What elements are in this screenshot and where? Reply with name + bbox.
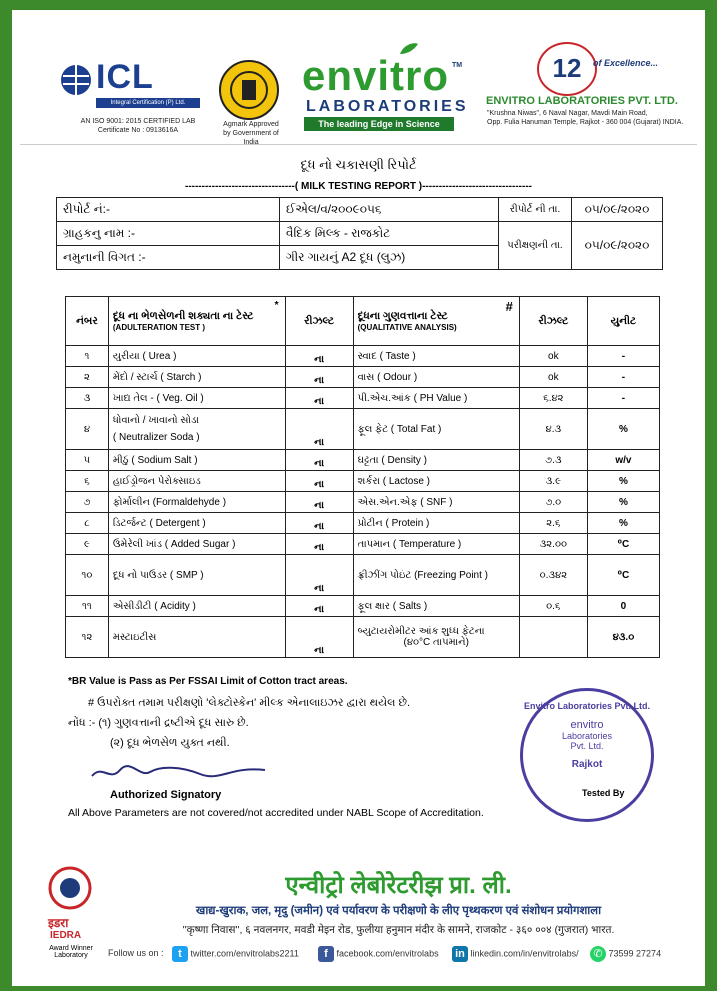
quality-result: ૩૨.૦૦ xyxy=(519,534,587,555)
award-line: Award Winner xyxy=(49,945,93,952)
quality-test-name: ઘટ્ટતા ( Density ) xyxy=(357,454,427,466)
footer-services: खाद्य-खुराक, जल, मृदु (जमीन) एवं पर्यावरण के परीक्षणो के लीए पृथ्थकरण एवं संशोधन प्रयोगशाला xyxy=(195,905,602,917)
quality-test-name: વાસ ( Odour ) xyxy=(357,371,418,383)
adulteration-test xyxy=(108,492,285,513)
adulteration-test-name: યુરીયા ( Urea ) xyxy=(112,350,177,362)
quality-result: ૩.૯ xyxy=(519,471,587,492)
test-results-table xyxy=(65,296,660,658)
facebook-url: facebook.com/envitrolabs xyxy=(336,948,439,959)
quality-header-english: (QUALITATIVE ANALYSIS) xyxy=(357,323,457,332)
adulteration-test xyxy=(108,388,285,409)
adulteration-result: ના xyxy=(285,513,353,534)
adulteration-test-name-en: ( Neutralizer Soda ) xyxy=(112,432,200,443)
stamp-center-1: envitro xyxy=(570,719,604,731)
whatsapp-link[interactable] xyxy=(590,946,661,962)
quality-header-gujarati: દૂધના ગુણવત્તાના ટેસ્ટ xyxy=(357,310,448,322)
envitro-tm: TM xyxy=(452,62,463,69)
quality-test xyxy=(353,513,519,534)
company-address-line1: "Krushna Niwas", 6 Naval Nagar, Mavdi Main Road, xyxy=(487,110,648,117)
quality-test-name: એસ.એન.એફ ( SNF ) xyxy=(357,496,453,508)
unit: % xyxy=(587,492,659,513)
table-row xyxy=(66,471,660,492)
table-row xyxy=(66,555,660,596)
linkedin-url: linkedin.com/in/envitrolabs/ xyxy=(470,948,579,959)
unit: - xyxy=(587,388,659,409)
quality-test xyxy=(353,555,519,596)
row-no: ૩ xyxy=(66,388,109,409)
table-row xyxy=(66,617,660,658)
whatsapp-number: 73599 27274 xyxy=(608,948,662,959)
company-name: ENVITRO LABORATORIES PVT. LTD. xyxy=(486,95,678,107)
col-header-no: નંબર xyxy=(66,297,109,346)
row-no: ૭ xyxy=(66,492,109,513)
customer-label: ગ્રાહકનુ નામ :- xyxy=(57,222,280,246)
adulteration-header-english: (ADULTERATION TEST ) xyxy=(112,323,206,332)
stamp-center-2: Laboratories xyxy=(561,731,613,741)
icl-logo xyxy=(60,64,92,101)
nabl-disclaimer: All Above Parameters are not covered/not accredited under NABL Scope of Accreditation. xyxy=(68,807,484,819)
envitro-wordmark: envitro xyxy=(302,52,450,99)
quality-test xyxy=(353,596,519,617)
icl-cert-line2: Certificate No : 0913616A xyxy=(97,127,179,134)
row-no: ૧૦ xyxy=(66,555,109,596)
twitter-link[interactable] xyxy=(172,946,299,962)
icl-wordmark: ICL xyxy=(96,58,154,96)
quality-test-name: પી.એચ.આંક ( PH Value ) xyxy=(357,392,468,404)
quality-result xyxy=(519,617,587,658)
quality-result: ૦.૬ xyxy=(519,596,587,617)
adulteration-test-name: ડિટર્જન્ટ ( Detergent ) xyxy=(112,517,206,529)
quality-test-name: ફૂલ ફેટ ( Total Fat ) xyxy=(357,423,442,435)
twitter-url: twitter.com/envitrolabs2211 xyxy=(190,948,299,959)
report-no: ઈએલ/વ/૨૦૦૯૦૫૬ xyxy=(280,198,499,222)
quality-result: ૨.૬ xyxy=(519,513,587,534)
adulteration-test-name: ફોર્માલીન (Formaldehyde ) xyxy=(112,496,227,508)
table-row xyxy=(66,367,660,388)
table-row xyxy=(66,492,660,513)
sample-detail: ગીર ગાયનું A2 દૂધ (લુઝ) xyxy=(280,246,499,270)
adulteration-test-name: દૂધ નો પાઉડર ( SMP ) xyxy=(112,569,204,581)
quality-result: ૦.૩૪૨ xyxy=(519,555,587,596)
quality-test xyxy=(353,388,519,409)
excellence-badge-icon xyxy=(537,42,597,96)
icl-globe-icon xyxy=(60,64,92,96)
adulteration-test-name: ઉમેરેલી ખાંડ ( Added Sugar ) xyxy=(112,538,236,550)
table-row xyxy=(66,513,660,534)
agmark-seal-icon xyxy=(219,60,279,120)
adulteration-test xyxy=(108,513,285,534)
adulteration-test xyxy=(108,596,285,617)
quality-test-name: ફ્રીઝીંગ પોઇંટ (Freezing Point ) xyxy=(357,569,488,581)
table-row xyxy=(66,596,660,617)
quality-result: ૭.૦ xyxy=(519,492,587,513)
customer-name: વૈદિક મિલ્ક - રાજકોટ xyxy=(280,222,499,246)
adulteration-star: * xyxy=(274,299,279,311)
signature xyxy=(90,760,270,789)
adulteration-result: ના xyxy=(285,409,353,450)
table-row xyxy=(66,409,660,450)
report-date-label: રીપોર્ટ ની તા. xyxy=(499,198,572,222)
adulteration-result: ના xyxy=(285,617,353,658)
quality-result: ok xyxy=(519,346,587,367)
adulteration-result: ના xyxy=(285,534,353,555)
footer-address: ''कृष्णा निवास'', ६ नवलनगर, मवडी मेइन रोड, फुलीया हनुमान मंदीर के सामने, राजकोट - ३६० ००४ (गुजरात) भारत. xyxy=(182,924,615,936)
quality-test xyxy=(353,346,519,367)
adulteration-header-gujarati: દૂધ ના ભેળસેળની શક્યતા ના ટેસ્ટ xyxy=(112,310,254,322)
adulteration-result: ના xyxy=(285,450,353,471)
note-2: (૨) દૂધ ભેળસેળ યુક્ત નથી. xyxy=(110,737,230,749)
quality-test-name: બ્યુટાયરોમીટર આંક શુધ્ધ ફેટના xyxy=(357,626,485,637)
test-date: ૦૫/૦૯/૨૦૨૦ xyxy=(572,222,663,270)
row-no: ૯ xyxy=(66,534,109,555)
lab-stamp xyxy=(520,688,654,822)
unit: ⁰C xyxy=(587,534,659,555)
adulteration-result: ના xyxy=(285,596,353,617)
linkedin-icon: in xyxy=(452,946,468,962)
unit: ⁰C xyxy=(587,555,659,596)
stamp-ring-text: Envitro Laboratories Pvt. Ltd. xyxy=(523,701,651,711)
adulteration-result: ના xyxy=(285,367,353,388)
adulteration-test xyxy=(108,346,285,367)
unit: - xyxy=(587,367,659,388)
facebook-icon: f xyxy=(318,946,334,962)
authorized-signatory: Authorized Signatory xyxy=(110,789,222,801)
report-title-english: ---------------------------------( MILK TESTING REPORT )--------------------------------- xyxy=(184,181,532,192)
whatsapp-icon: ✆ xyxy=(590,946,606,962)
iedra-hindi: इडरा xyxy=(48,916,69,930)
unit: % xyxy=(587,513,659,534)
quality-test xyxy=(353,617,519,658)
envitro-tagline: The leading Edge in Science xyxy=(304,117,454,131)
col-header-quality xyxy=(353,297,519,346)
adulteration-result: ના xyxy=(285,471,353,492)
quality-test-name: પ્રોટીન ( Protein ) xyxy=(357,517,430,529)
adulteration-test xyxy=(108,450,285,471)
icl-certification xyxy=(63,117,213,135)
row-no: ૨ xyxy=(66,367,109,388)
quality-result: ૪.૩ xyxy=(519,409,587,450)
adulteration-result: ના xyxy=(285,346,353,367)
agmark-caption-line1: Agmark Approved xyxy=(223,121,279,128)
header-divider xyxy=(20,144,697,145)
table-row xyxy=(66,450,660,471)
row-no: ૧ xyxy=(66,346,109,367)
quality-test-name: ફૂલ ક્ષાર ( Salts ) xyxy=(357,600,428,612)
unit: - xyxy=(587,346,659,367)
quality-test xyxy=(353,471,519,492)
adulteration-test-name: ધોવાનો / ખાવાનો સોડા xyxy=(112,415,199,426)
quality-test xyxy=(353,450,519,471)
stamp-city: Rajkot xyxy=(571,759,603,770)
stamp-center-3: Pvt. Ltd. xyxy=(570,741,604,751)
envitro-laboratories: LABORATORIES xyxy=(306,98,469,115)
quality-result: ૭.૩ xyxy=(519,450,587,471)
row-no: ૫ xyxy=(66,450,109,471)
facebook-link[interactable] xyxy=(318,946,439,962)
unit: 0 xyxy=(587,596,659,617)
adulteration-test-name: હાઈડ્રોજન પેરોક્સાઇડ xyxy=(112,475,201,487)
test-date-label: પરીક્ષણની તા. xyxy=(499,222,572,270)
adulteration-test-name: મસ્ટાઇટીસ xyxy=(112,631,157,643)
adulteration-result: ના xyxy=(285,492,353,513)
row-no: ૧૧ xyxy=(66,596,109,617)
table-row xyxy=(66,534,660,555)
follow-label: Follow us on : xyxy=(108,948,164,958)
adulteration-test-name: એસીડીટી ( Acidity ) xyxy=(112,600,196,612)
report-info-table xyxy=(56,197,663,270)
quality-result: ૬.૪૨ xyxy=(519,388,587,409)
quality-test-name-2: (૪૦°C તાપમાને) xyxy=(403,637,469,648)
adulteration-test-name: મેંદો / સ્ટાર્ચ ( Starch ) xyxy=(112,371,202,383)
quality-test xyxy=(353,367,519,388)
adulteration-test-name: મીઠું ( Sodium Salt ) xyxy=(112,454,198,466)
report-no-label: રીપોર્ટ નં:- xyxy=(57,198,280,222)
unit: % xyxy=(587,409,659,450)
quality-hash: # xyxy=(505,299,513,314)
row-no: ૬ xyxy=(66,471,109,492)
quality-test-name: તાપમાન ( Temperature ) xyxy=(357,538,462,550)
adulteration-test xyxy=(108,617,285,658)
unit: ૪૩.૦ xyxy=(587,617,659,658)
adulteration-test-name: ખાદ્ય તેલ - ( Veg. Oil ) xyxy=(112,392,204,404)
badge-years: 12 xyxy=(552,53,582,83)
adulteration-test xyxy=(108,471,285,492)
quality-test-name: સ્વાદ ( Taste ) xyxy=(357,350,416,362)
award-lab-line: Laboratory xyxy=(54,952,88,959)
adulteration-test xyxy=(108,409,285,450)
adulteration-test xyxy=(108,555,285,596)
row-no: ૪ xyxy=(66,409,109,450)
unit: % xyxy=(587,471,659,492)
excellence-text: of Excellence... xyxy=(593,58,659,68)
br-note: *BR Value is Pass as Per FSSAI Limit of Cotton tract areas. xyxy=(68,676,348,687)
note-1: નોંધ :- (૧) ગુણવત્તાની દ્રષ્ટીએ દૂધ સારુ છે. xyxy=(68,717,249,729)
agmark-caption-line2: by Government of India xyxy=(223,130,279,146)
iedra-label: IEDRA xyxy=(50,930,82,941)
footer-company-hindi: एन्वीट्रो लेबोरेटरीझ प्रा. ली. xyxy=(285,872,512,899)
agmark-caption xyxy=(216,120,286,147)
table-row xyxy=(66,388,660,409)
company-address-line2: Opp. Fulia Hanuman Temple, Rajkot - 360 004 (Gujarat) INDIA. xyxy=(487,118,684,126)
quality-test xyxy=(353,409,519,450)
report-date: ૦૫/૦૯/૨૦૨૦ xyxy=(572,198,663,222)
twitter-icon: t xyxy=(172,946,188,962)
analyzer-note: # ઉપરોક્ત તમામ પરીક્ષણો 'લેક્ટોસ્કેન' મીલ્ક એનાલાઇઝર દ્વારા થયેલ છે. xyxy=(88,697,411,709)
row-no: ૧૨ xyxy=(66,617,109,658)
icl-subtitle: Integral Certification (P) Ltd. xyxy=(96,98,200,108)
row-no: ૮ xyxy=(66,513,109,534)
icl-cert-line1: AN ISO 9001: 2015 CERTIFIED LAB xyxy=(80,118,196,125)
leaf-icon xyxy=(398,42,420,61)
quality-result: ok xyxy=(519,367,587,388)
table-row xyxy=(66,346,660,367)
adulteration-result: ના xyxy=(285,388,353,409)
col-header-adulteration xyxy=(108,297,285,346)
tested-by: Tested By xyxy=(582,788,625,798)
unit: w/v xyxy=(587,450,659,471)
award-winner xyxy=(42,945,100,959)
quality-test xyxy=(353,534,519,555)
quality-test xyxy=(353,492,519,513)
linkedin-link[interactable] xyxy=(452,946,579,962)
adulteration-result: ના xyxy=(285,555,353,596)
quality-test-name: શર્કરા ( Lactose ) xyxy=(357,475,430,487)
adulteration-test xyxy=(108,367,285,388)
adulteration-test xyxy=(108,534,285,555)
col-header-unit: યુનીટ xyxy=(587,297,659,346)
company-address xyxy=(487,110,697,127)
report-title-gujarati: દૂધ નો ચકાસણી રિપોર્ટ xyxy=(300,157,417,172)
sample-label: નમુનાની વિગત :- xyxy=(57,246,280,270)
col-header-result-1: રીઝલ્ટ xyxy=(285,297,353,346)
col-header-result-2: રીઝલ્ટ xyxy=(519,297,587,346)
